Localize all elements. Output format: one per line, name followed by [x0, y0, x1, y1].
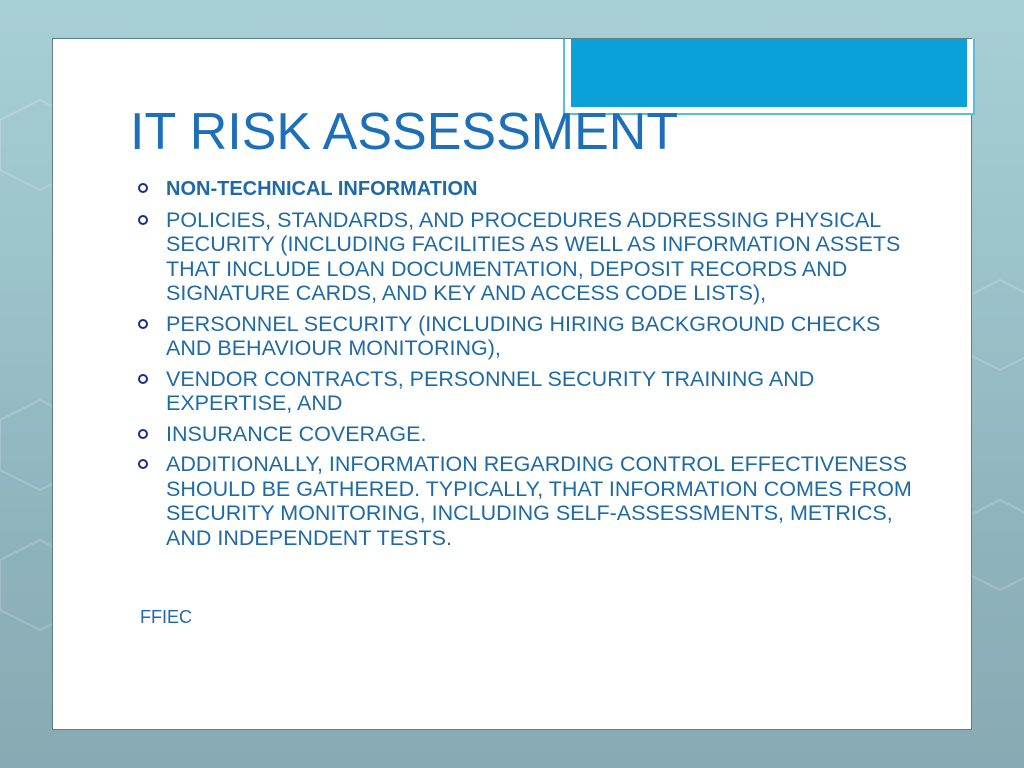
- accent-fill: [571, 39, 967, 107]
- bullet-item: [136, 176, 926, 202]
- bullet-list: [136, 176, 926, 556]
- bullet-text: ADDITIONALLY, INFORMATION REGARDING CONTROL EFFECTIVENESS SHOULD BE GATHERED. TYPICALLY, THAT INFORMATION COMES FROM SECURITY MONITORING, INCLUDING SELF-ASSESSMENTS, METRICS, AND INDEPENDENT TESTS.: [166, 452, 912, 550]
- bullet-text: VENDOR CONTRACTS, PERSONNEL SECURITY TRAINING AND EXPERTISE, AND: [166, 366, 815, 415]
- bullet-item: [136, 312, 926, 361]
- bullet-text: PERSONNEL SECURITY (INCLUDING HIRING BACKGROUND CHECKS AND BEHAVIOUR MONITORING),: [166, 311, 881, 360]
- bullet-text: INSURANCE COVERAGE.: [166, 421, 427, 446]
- bullet-item: [136, 452, 926, 550]
- hollow-circle-bullet-icon: [138, 183, 148, 193]
- hollow-circle-bullet-icon: [138, 319, 148, 329]
- hollow-circle-bullet-icon: [138, 459, 148, 469]
- bullet-item: [136, 422, 926, 447]
- slide-title: IT RISK ASSESSMENT: [130, 103, 679, 161]
- hollow-circle-bullet-icon: [138, 429, 148, 439]
- source-citation: FFIEC: [140, 607, 192, 627]
- hollow-circle-bullet-icon: [138, 374, 148, 384]
- bullet-item: [136, 367, 926, 416]
- bullet-item: [136, 208, 926, 306]
- bullet-text: NON-TECHNICAL INFORMATION: [166, 178, 478, 200]
- bullet-text: POLICIES, STANDARDS, AND PROCEDURES ADDRESSING PHYSICAL SECURITY (INCLUDING FACILITIES AS WELL AS INFORMATION ASSETS THAT INCLUDE LOAN DOCUMENTATION, DEPOSIT RECORDS AND SIGNATURE CARDS, AND KEY AND ACCESS CODE LISTS),: [166, 207, 901, 305]
- hollow-circle-bullet-icon: [138, 215, 148, 225]
